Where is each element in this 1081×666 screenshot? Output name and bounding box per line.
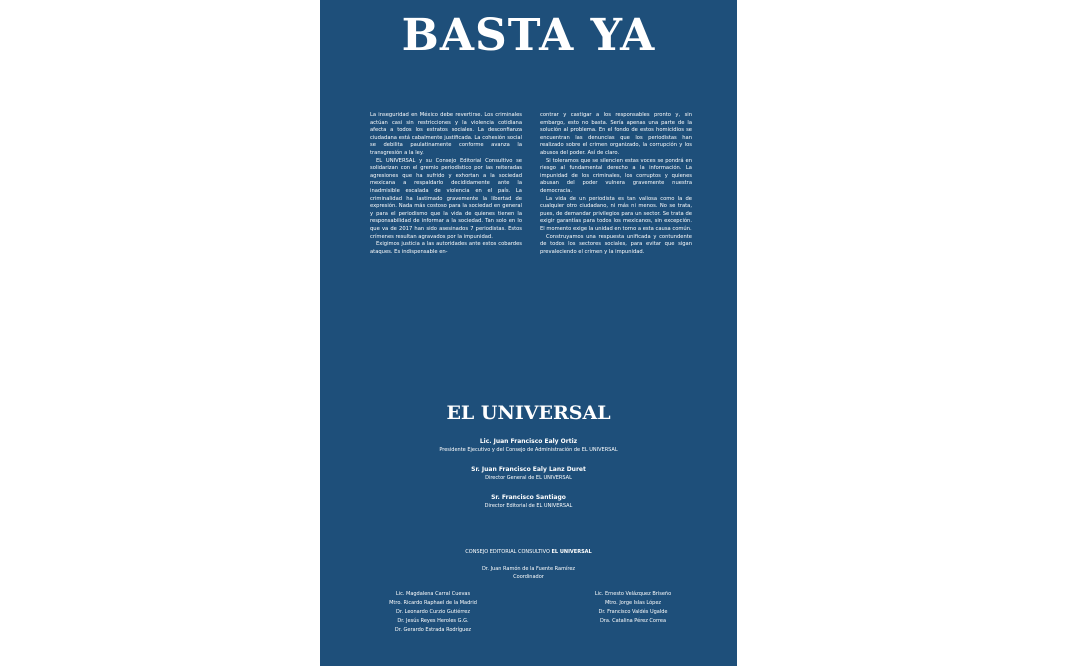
council-member: Lic. Magdalena Carral Cuevas (395, 591, 471, 597)
coordinator-name: Dr. Juan Ramón de la Fuente Ramírez (481, 566, 576, 572)
council-label: CONSEJO EDITORIAL CONSULTIVO (465, 549, 550, 555)
editorial-paragraph: La inseguridad en México debe revertirse. Los criminales actúan casi sin restricciones y la violencia cotidiana afecta a todos los estratos sociales. La desconfianza ciudadana está cabalmente justificada. La cohesión social se debilita paulatinamente conforme avanza la transgresión a la ley. (370, 112, 522, 156)
editorial-paragraph: EL UNIVERSAL y su Consejo Editorial Consultivo se solidarizan con el gremio periodístico por las reiteradas agresiones que ha sufrido y exhortan a la sociedad mexicana a respaldarlo decididamente ante la inadmisible escalada de violencia en el país. La criminalidad ha lastimado gravemente la libertad de expresión. Nada más costoso para la sociedad en general y para el periodismo que la vida de quienes tienen la responsabilidad de informar a la sociedad. Tan solo en lo que va de 2017 han sido asesinados 7 periodistas. Estos crímenes resultan agravados por la impunidad. (370, 157, 522, 240)
signatory-name: Lic. Juan Francisco Ealy Ortiz (479, 438, 578, 445)
council-member: Dra. Catalina Pérez Correa (599, 618, 667, 624)
editorial-paragraph: contrar y castigar a los responsables pronto y, sin embargo, esto no basta. Sería apenas una parte de la solución al problema. En el fondo de estos homicidios se encuentran las denuncias que los periodistas han realizado sobre el crimen organizado, la corrupción y los abusos del poder. Así de claro. (540, 112, 692, 156)
council-members-left (358, 590, 508, 635)
signatory-name: Sr. Juan Francisco Ealy Lanz Duret (471, 466, 586, 473)
signatory (320, 465, 737, 482)
council-heading (320, 548, 737, 556)
editorial-column-right (540, 112, 692, 256)
editorial-column-left (370, 112, 522, 256)
coordinator (320, 566, 737, 581)
editorial-paragraph: Construyamos una respuesta unificada y contundente de todos los sectores sociales, para evitar que sigan prevaleciendo el crimen y la impunidad. (540, 233, 692, 255)
council-brand: EL UNIVERSAL (551, 549, 592, 555)
signatory (320, 493, 737, 510)
council-member: Mtro. Jorge Islas López (604, 600, 662, 606)
headline: BASTA YA (401, 10, 656, 61)
coordinator-title: Coordinador (513, 573, 544, 580)
council-member: Dr. Jesús Reyes Heroles G.G. (397, 618, 469, 624)
editorial-paragraph: Si toleramos que se silencien estas voces se pondrá en riesgo al fundamental derecho a la información. La impunidad de los criminales, los corruptos y quienes abusan del poder vulnera gravemente nuestra democracia. (540, 157, 692, 194)
newspaper-page (320, 0, 737, 666)
council-member: Dr. Francisco Valdés Ugalde (598, 609, 668, 615)
editorial-body (370, 112, 692, 256)
editorial-paragraph: Exigimos justicia a las autoridades ante estos cobardes ataques. Es indispensable en- (370, 241, 522, 255)
signatory-name: Sr. Francisco Santiago (491, 494, 566, 501)
council-member: Mtro. Ricardo Raphael de la Madrid (389, 600, 477, 606)
masthead-logo: EL UNIVERSAL (446, 402, 611, 424)
signatory-title: Presidente Ejecutivo y del Consejo de Administración de EL UNIVERSAL (439, 447, 618, 453)
council-member: Dr. Gerardo Estrada Rodríguez (394, 627, 472, 633)
editorial-paragraph: La vida de un periodista es tan valiosa como la de cualquier otro ciudadano, ni más ni menos. No se trata, pues, de demandar privilegios para un sector. Se trata de exigir garantías para todos los mexicanos, sin excepción. El momento exige la unidad en torno a esta causa común. (540, 195, 692, 232)
signatory (320, 437, 737, 454)
council-member: Dr. Leonardo Curzio Gutiérrez (396, 609, 470, 615)
council-members-right (558, 590, 708, 626)
council-member: Lic. Ernesto Velázquez Briseño (594, 591, 672, 597)
signatory-title: Director General de EL UNIVERSAL (485, 475, 572, 481)
signatory-title: Director Editorial de EL UNIVERSAL (484, 503, 573, 509)
